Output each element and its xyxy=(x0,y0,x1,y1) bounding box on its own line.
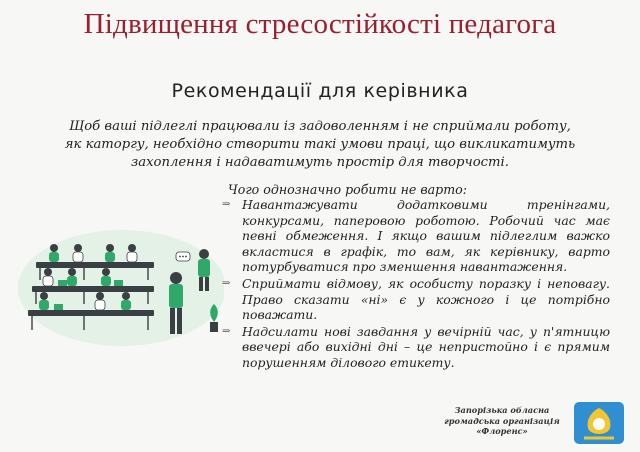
page-title: Підвищення стресостійкості педагога xyxy=(83,8,557,40)
double-arrow-right-icon: ⇒ xyxy=(222,277,231,289)
classroom-illustration xyxy=(14,218,224,346)
list-item-text: Навантажувати додатковими тренінгами, конкурсами, паперовою роботою. Робочий час має певні обмеження. І якщо вашим підлеглим важко вкластися в графік, то вам, як керівнику, варто потурбуватися про зменшення навантаження. xyxy=(242,197,610,275)
list-item xyxy=(222,276,610,323)
intro-line: захоплення і надаватимуть простір для творчості. xyxy=(131,155,509,170)
recommendations-list xyxy=(222,197,610,372)
list-item-text: Надсилати нові завдання у вечірній час, у п'ятницю ввечері або вихідні дні – це непристойно і є прямим порушенням ділового етикету. xyxy=(242,323,610,370)
list-item-text: Сприймати відмову, як особисту поразку і неповагу. Право сказати «ні» є у кожного і це потрібно поважати. xyxy=(242,275,610,323)
section-subtitle: Рекомендації для керівника xyxy=(171,80,469,102)
intro-line: Щоб ваші підлеглі працювали із задоволенням і не сприймали роботу, xyxy=(69,119,571,134)
double-arrow-right-icon: ⇒ xyxy=(222,199,231,210)
org-line: «Флоренс» xyxy=(476,426,528,436)
organization-credit xyxy=(438,405,566,437)
org-line: Запорізька обласна xyxy=(454,405,550,415)
intro-paragraph xyxy=(40,118,600,172)
list-item xyxy=(222,324,610,371)
organization-logo xyxy=(574,402,624,444)
intro-line: як каторгу, необхідно створити такі умови праці, що викликатимуть xyxy=(64,137,576,152)
list-item xyxy=(222,197,610,275)
list-heading: Чого однозначно робити не варто: xyxy=(228,182,468,197)
org-line: громадська організація xyxy=(444,415,560,426)
double-arrow-right-icon: ⇒ xyxy=(222,325,231,337)
